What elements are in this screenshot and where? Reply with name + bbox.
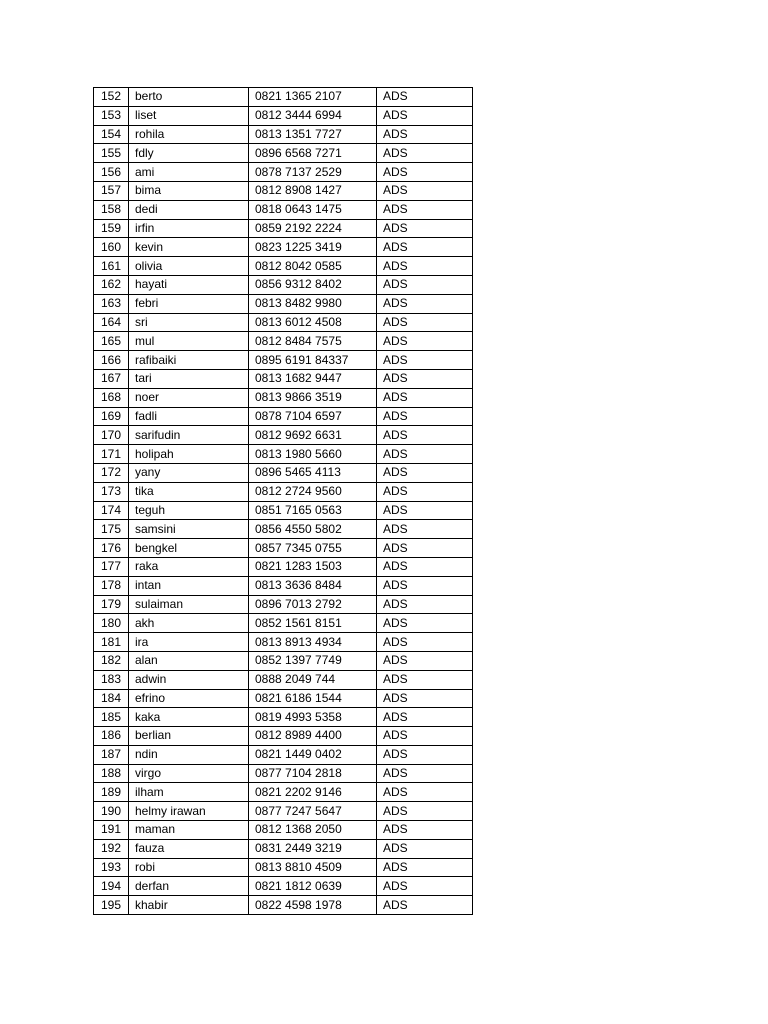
table-row bbox=[94, 445, 473, 464]
table-row bbox=[94, 576, 473, 595]
table-row bbox=[94, 858, 473, 877]
phone-number-cell: 0821 1365 2107 bbox=[249, 88, 377, 107]
source-cell: ADS bbox=[377, 200, 473, 219]
source-cell: ADS bbox=[377, 106, 473, 125]
row-number-cell: 163 bbox=[94, 294, 129, 313]
phone-number-cell: 0877 7104 2818 bbox=[249, 764, 377, 783]
contact-name-cell: khabir bbox=[129, 896, 249, 915]
contact-name-cell: olivia bbox=[129, 257, 249, 276]
row-number-cell: 157 bbox=[94, 181, 129, 200]
contact-name-cell: bima bbox=[129, 181, 249, 200]
row-number-cell: 161 bbox=[94, 257, 129, 276]
source-cell: ADS bbox=[377, 557, 473, 576]
source-cell: ADS bbox=[377, 463, 473, 482]
table-row bbox=[94, 821, 473, 840]
contact-name-cell: kevin bbox=[129, 238, 249, 257]
contact-name-cell: intan bbox=[129, 576, 249, 595]
phone-number-cell: 0812 9692 6631 bbox=[249, 426, 377, 445]
table-row bbox=[94, 839, 473, 858]
row-number-cell: 159 bbox=[94, 219, 129, 238]
source-cell: ADS bbox=[377, 332, 473, 351]
row-number-cell: 179 bbox=[94, 595, 129, 614]
row-number-cell: 184 bbox=[94, 689, 129, 708]
phone-number-cell: 0857 7345 0755 bbox=[249, 539, 377, 558]
phone-number-cell: 0812 8484 7575 bbox=[249, 332, 377, 351]
source-cell: ADS bbox=[377, 501, 473, 520]
source-cell: ADS bbox=[377, 88, 473, 107]
table-row bbox=[94, 783, 473, 802]
table-row bbox=[94, 595, 473, 614]
row-number-cell: 168 bbox=[94, 388, 129, 407]
contact-name-cell: derfan bbox=[129, 877, 249, 896]
table-row bbox=[94, 651, 473, 670]
table-row bbox=[94, 463, 473, 482]
row-number-cell: 156 bbox=[94, 163, 129, 182]
source-cell: ADS bbox=[377, 369, 473, 388]
contact-name-cell: berlian bbox=[129, 727, 249, 746]
source-cell: ADS bbox=[377, 388, 473, 407]
table-row bbox=[94, 388, 473, 407]
row-number-cell: 171 bbox=[94, 445, 129, 464]
row-number-cell: 183 bbox=[94, 670, 129, 689]
phone-number-cell: 0813 1682 9447 bbox=[249, 369, 377, 388]
phone-number-cell: 0813 8810 4509 bbox=[249, 858, 377, 877]
contact-name-cell: rafibaiki bbox=[129, 351, 249, 370]
contact-name-cell: ilham bbox=[129, 783, 249, 802]
phone-number-cell: 0856 9312 8402 bbox=[249, 275, 377, 294]
phone-number-cell: 0813 3636 8484 bbox=[249, 576, 377, 595]
row-number-cell: 181 bbox=[94, 633, 129, 652]
phone-number-cell: 0813 8482 9980 bbox=[249, 294, 377, 313]
source-cell: ADS bbox=[377, 651, 473, 670]
table-row bbox=[94, 745, 473, 764]
table-row bbox=[94, 313, 473, 332]
phone-number-cell: 0813 9866 3519 bbox=[249, 388, 377, 407]
table-row bbox=[94, 106, 473, 125]
table-row bbox=[94, 125, 473, 144]
source-cell: ADS bbox=[377, 745, 473, 764]
source-cell: ADS bbox=[377, 275, 473, 294]
source-cell: ADS bbox=[377, 802, 473, 821]
phone-number-cell: 0878 7137 2529 bbox=[249, 163, 377, 182]
phone-number-cell: 0896 7013 2792 bbox=[249, 595, 377, 614]
row-number-cell: 193 bbox=[94, 858, 129, 877]
row-number-cell: 175 bbox=[94, 520, 129, 539]
contact-name-cell: efrino bbox=[129, 689, 249, 708]
source-cell: ADS bbox=[377, 764, 473, 783]
row-number-cell: 194 bbox=[94, 877, 129, 896]
table-row bbox=[94, 407, 473, 426]
contact-name-cell: ira bbox=[129, 633, 249, 652]
source-cell: ADS bbox=[377, 821, 473, 840]
source-cell: ADS bbox=[377, 896, 473, 915]
phone-number-cell: 0852 1561 8151 bbox=[249, 614, 377, 633]
contact-name-cell: bengkel bbox=[129, 539, 249, 558]
contact-name-cell: hayati bbox=[129, 275, 249, 294]
contact-name-cell: irfin bbox=[129, 219, 249, 238]
phone-number-cell: 0812 2724 9560 bbox=[249, 482, 377, 501]
phone-number-cell: 0851 7165 0563 bbox=[249, 501, 377, 520]
source-cell: ADS bbox=[377, 708, 473, 727]
contact-name-cell: adwin bbox=[129, 670, 249, 689]
table-row bbox=[94, 144, 473, 163]
table-row bbox=[94, 896, 473, 915]
source-cell: ADS bbox=[377, 614, 473, 633]
table-row bbox=[94, 275, 473, 294]
row-number-cell: 158 bbox=[94, 200, 129, 219]
row-number-cell: 187 bbox=[94, 745, 129, 764]
table-row bbox=[94, 633, 473, 652]
table-row bbox=[94, 332, 473, 351]
source-cell: ADS bbox=[377, 670, 473, 689]
row-number-cell: 186 bbox=[94, 727, 129, 746]
row-number-cell: 164 bbox=[94, 313, 129, 332]
phone-number-cell: 0821 6186 1544 bbox=[249, 689, 377, 708]
row-number-cell: 190 bbox=[94, 802, 129, 821]
table-row bbox=[94, 351, 473, 370]
contact-name-cell: sarifudin bbox=[129, 426, 249, 445]
phone-number-cell: 0823 1225 3419 bbox=[249, 238, 377, 257]
contact-name-cell: tari bbox=[129, 369, 249, 388]
source-cell: ADS bbox=[377, 426, 473, 445]
table-row bbox=[94, 294, 473, 313]
phone-number-cell: 0813 6012 4508 bbox=[249, 313, 377, 332]
contact-name-cell: helmy irawan bbox=[129, 802, 249, 821]
contact-name-cell: liset bbox=[129, 106, 249, 125]
source-cell: ADS bbox=[377, 407, 473, 426]
table-row bbox=[94, 369, 473, 388]
source-cell: ADS bbox=[377, 181, 473, 200]
contact-name-cell: sulaiman bbox=[129, 595, 249, 614]
phone-number-cell: 0896 6568 7271 bbox=[249, 144, 377, 163]
row-number-cell: 192 bbox=[94, 839, 129, 858]
table-row bbox=[94, 877, 473, 896]
contact-name-cell: holipah bbox=[129, 445, 249, 464]
row-number-cell: 155 bbox=[94, 144, 129, 163]
table-row bbox=[94, 426, 473, 445]
contact-name-cell: ndin bbox=[129, 745, 249, 764]
contact-table-body bbox=[94, 88, 473, 915]
contact-name-cell: berto bbox=[129, 88, 249, 107]
contact-name-cell: fauza bbox=[129, 839, 249, 858]
phone-number-cell: 0821 1449 0402 bbox=[249, 745, 377, 764]
phone-number-cell: 0813 1351 7727 bbox=[249, 125, 377, 144]
row-number-cell: 189 bbox=[94, 783, 129, 802]
phone-number-cell: 0812 8989 4400 bbox=[249, 727, 377, 746]
table-row bbox=[94, 764, 473, 783]
row-number-cell: 177 bbox=[94, 557, 129, 576]
row-number-cell: 191 bbox=[94, 821, 129, 840]
phone-number-cell: 0895 6191 84337 bbox=[249, 351, 377, 370]
row-number-cell: 166 bbox=[94, 351, 129, 370]
phone-number-cell: 0818 0643 1475 bbox=[249, 200, 377, 219]
row-number-cell: 185 bbox=[94, 708, 129, 727]
row-number-cell: 154 bbox=[94, 125, 129, 144]
row-number-cell: 160 bbox=[94, 238, 129, 257]
table-row bbox=[94, 689, 473, 708]
phone-number-cell: 0812 8908 1427 bbox=[249, 181, 377, 200]
contact-name-cell: samsini bbox=[129, 520, 249, 539]
table-row bbox=[94, 802, 473, 821]
contact-name-cell: akh bbox=[129, 614, 249, 633]
row-number-cell: 180 bbox=[94, 614, 129, 633]
row-number-cell: 170 bbox=[94, 426, 129, 445]
table-row bbox=[94, 219, 473, 238]
row-number-cell: 188 bbox=[94, 764, 129, 783]
row-number-cell: 167 bbox=[94, 369, 129, 388]
row-number-cell: 169 bbox=[94, 407, 129, 426]
source-cell: ADS bbox=[377, 576, 473, 595]
phone-number-cell: 0852 1397 7749 bbox=[249, 651, 377, 670]
contact-name-cell: mul bbox=[129, 332, 249, 351]
row-number-cell: 195 bbox=[94, 896, 129, 915]
phone-number-cell: 0812 1368 2050 bbox=[249, 821, 377, 840]
contact-name-cell: yany bbox=[129, 463, 249, 482]
contact-name-cell: rohila bbox=[129, 125, 249, 144]
phone-number-cell: 0859 2192 2224 bbox=[249, 219, 377, 238]
contact-name-cell: kaka bbox=[129, 708, 249, 727]
contact-name-cell: robi bbox=[129, 858, 249, 877]
phone-number-cell: 0812 3444 6994 bbox=[249, 106, 377, 125]
source-cell: ADS bbox=[377, 125, 473, 144]
table-row bbox=[94, 482, 473, 501]
phone-number-cell: 0812 8042 0585 bbox=[249, 257, 377, 276]
source-cell: ADS bbox=[377, 595, 473, 614]
contact-name-cell: fdly bbox=[129, 144, 249, 163]
source-cell: ADS bbox=[377, 839, 473, 858]
contact-name-cell: fadli bbox=[129, 407, 249, 426]
phone-number-cell: 0821 2202 9146 bbox=[249, 783, 377, 802]
row-number-cell: 172 bbox=[94, 463, 129, 482]
row-number-cell: 182 bbox=[94, 651, 129, 670]
source-cell: ADS bbox=[377, 520, 473, 539]
source-cell: ADS bbox=[377, 144, 473, 163]
table-row bbox=[94, 88, 473, 107]
table-row bbox=[94, 238, 473, 257]
row-number-cell: 176 bbox=[94, 539, 129, 558]
table-row bbox=[94, 557, 473, 576]
phone-number-cell: 0821 1283 1503 bbox=[249, 557, 377, 576]
source-cell: ADS bbox=[377, 294, 473, 313]
contact-name-cell: noer bbox=[129, 388, 249, 407]
contact-name-cell: maman bbox=[129, 821, 249, 840]
source-cell: ADS bbox=[377, 633, 473, 652]
phone-number-cell: 0813 8913 4934 bbox=[249, 633, 377, 652]
phone-number-cell: 0831 2449 3219 bbox=[249, 839, 377, 858]
phone-number-cell: 0877 7247 5647 bbox=[249, 802, 377, 821]
source-cell: ADS bbox=[377, 689, 473, 708]
contact-name-cell: raka bbox=[129, 557, 249, 576]
contact-name-cell: teguh bbox=[129, 501, 249, 520]
contact-name-cell: tika bbox=[129, 482, 249, 501]
row-number-cell: 162 bbox=[94, 275, 129, 294]
contact-sheet bbox=[93, 87, 472, 915]
table-row bbox=[94, 163, 473, 182]
table-row bbox=[94, 257, 473, 276]
phone-number-cell: 0896 5465 4113 bbox=[249, 463, 377, 482]
contact-table bbox=[93, 87, 473, 915]
source-cell: ADS bbox=[377, 539, 473, 558]
contact-name-cell: sri bbox=[129, 313, 249, 332]
phone-number-cell: 0822 4598 1978 bbox=[249, 896, 377, 915]
table-row bbox=[94, 727, 473, 746]
row-number-cell: 153 bbox=[94, 106, 129, 125]
table-row bbox=[94, 708, 473, 727]
table-row bbox=[94, 670, 473, 689]
phone-number-cell: 0819 4993 5358 bbox=[249, 708, 377, 727]
contact-name-cell: dedi bbox=[129, 200, 249, 219]
row-number-cell: 173 bbox=[94, 482, 129, 501]
contact-name-cell: virgo bbox=[129, 764, 249, 783]
row-number-cell: 165 bbox=[94, 332, 129, 351]
table-row bbox=[94, 614, 473, 633]
table-row bbox=[94, 520, 473, 539]
row-number-cell: 174 bbox=[94, 501, 129, 520]
source-cell: ADS bbox=[377, 257, 473, 276]
source-cell: ADS bbox=[377, 482, 473, 501]
source-cell: ADS bbox=[377, 219, 473, 238]
phone-number-cell: 0878 7104 6597 bbox=[249, 407, 377, 426]
contact-name-cell: ami bbox=[129, 163, 249, 182]
table-row bbox=[94, 181, 473, 200]
source-cell: ADS bbox=[377, 163, 473, 182]
source-cell: ADS bbox=[377, 351, 473, 370]
phone-number-cell: 0821 1812 0639 bbox=[249, 877, 377, 896]
table-row bbox=[94, 539, 473, 558]
row-number-cell: 152 bbox=[94, 88, 129, 107]
source-cell: ADS bbox=[377, 783, 473, 802]
contact-name-cell: febri bbox=[129, 294, 249, 313]
phone-number-cell: 0856 4550 5802 bbox=[249, 520, 377, 539]
source-cell: ADS bbox=[377, 727, 473, 746]
table-row bbox=[94, 200, 473, 219]
source-cell: ADS bbox=[377, 877, 473, 896]
phone-number-cell: 0813 1980 5660 bbox=[249, 445, 377, 464]
source-cell: ADS bbox=[377, 858, 473, 877]
phone-number-cell: 0888 2049 744 bbox=[249, 670, 377, 689]
source-cell: ADS bbox=[377, 313, 473, 332]
row-number-cell: 178 bbox=[94, 576, 129, 595]
source-cell: ADS bbox=[377, 445, 473, 464]
table-row bbox=[94, 501, 473, 520]
source-cell: ADS bbox=[377, 238, 473, 257]
contact-name-cell: alan bbox=[129, 651, 249, 670]
